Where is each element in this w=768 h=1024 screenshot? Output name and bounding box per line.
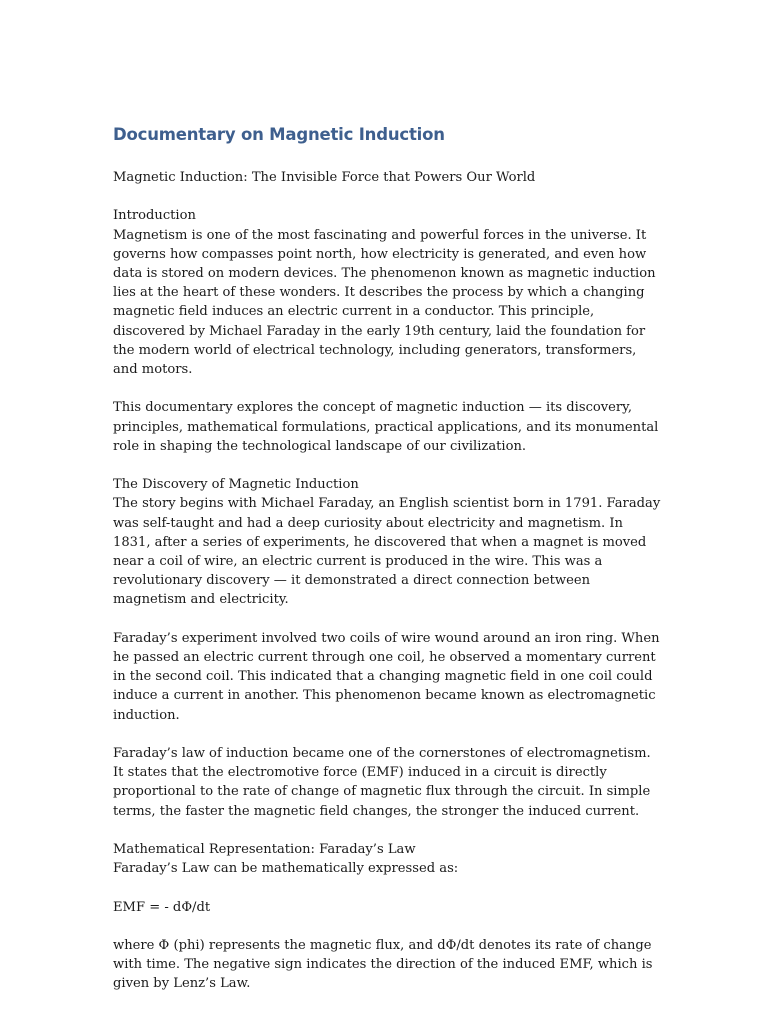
- paragraph: This documentary explores the concept of magnetic induction — its discovery, principles, mathematical formulations, practical applications, and its monumental role in shaping the technological landscape of our civilization.: [113, 400, 659, 454]
- section-heading: Introduction: [113, 208, 196, 224]
- document-subtitle: Magnetic Induction: The Invisible Force that Powers Our World: [113, 170, 536, 185]
- paragraph-text: Faraday’s Law can be mathematically expressed as:: [113, 861, 459, 877]
- document-title: Documentary on Magnetic Induction: [113, 125, 445, 144]
- section-discovery: [113, 475, 661, 609]
- section-introduction: [113, 206, 661, 379]
- paragraph: Faraday’s experiment involved two coils of wire wound around an iron ring. When he passed an electric current through one coil, he observed a momentary current in the second coil. This indicated that a changing magnetic field in one coil could induce a current in another. This phenomenon became known as electromagnetic induction.: [113, 630, 660, 723]
- paragraph: where Φ (phi) represents the magnetic flux, and dΦ/dt denotes its rate of change with time. The negative sign indicates the direction of the induced EMF, which is given by Lenz’s Law.: [113, 938, 653, 992]
- paragraph-text: Magnetism is one of the most fascinating and powerful forces in the universe. It governs how compasses point north, how electricity is generated, and even how data is stored on modern devices. The phenomenon known as magnetic induction lies at the heart of these wonders. It describes the process by which a changing magnetic field induces an electric current in a conductor. This principle, discovered by Michael Faraday in the early 19th century, laid the foundation for the modern world of electrical technology, including generators, transformers, and motors.: [113, 227, 656, 378]
- section-heading: Mathematical Representation: Faraday’s Law: [113, 842, 416, 858]
- paragraph-text: The story begins with Michael Faraday, an English scientist born in 1791. Faraday was self-taught and had a deep curiosity about electricity and magnetism. In 1831, after a series of experiments, he discovered that when a magnet is moved near a coil of wire, an electric current is produced in the wire. This was a revolutionary discovery — it demonstrated a direct connection between magnetism and electricity.: [113, 496, 661, 608]
- section-heading: The Discovery of Magnetic Induction: [113, 477, 359, 493]
- equation: EMF = - dΦ/dt: [113, 899, 211, 915]
- document-body: [113, 124, 661, 1013]
- section-mathematical-representation: [113, 840, 661, 878]
- paragraph: Faraday’s law of induction became one of the cornerstones of electromagnetism. It states that the electromotive force (EMF) induced in a circuit is directly proportional to the rate of change of magnetic flux through the circuit. In simple terms, the faster the magnetic field changes, the stronger the induced current.: [113, 746, 651, 819]
